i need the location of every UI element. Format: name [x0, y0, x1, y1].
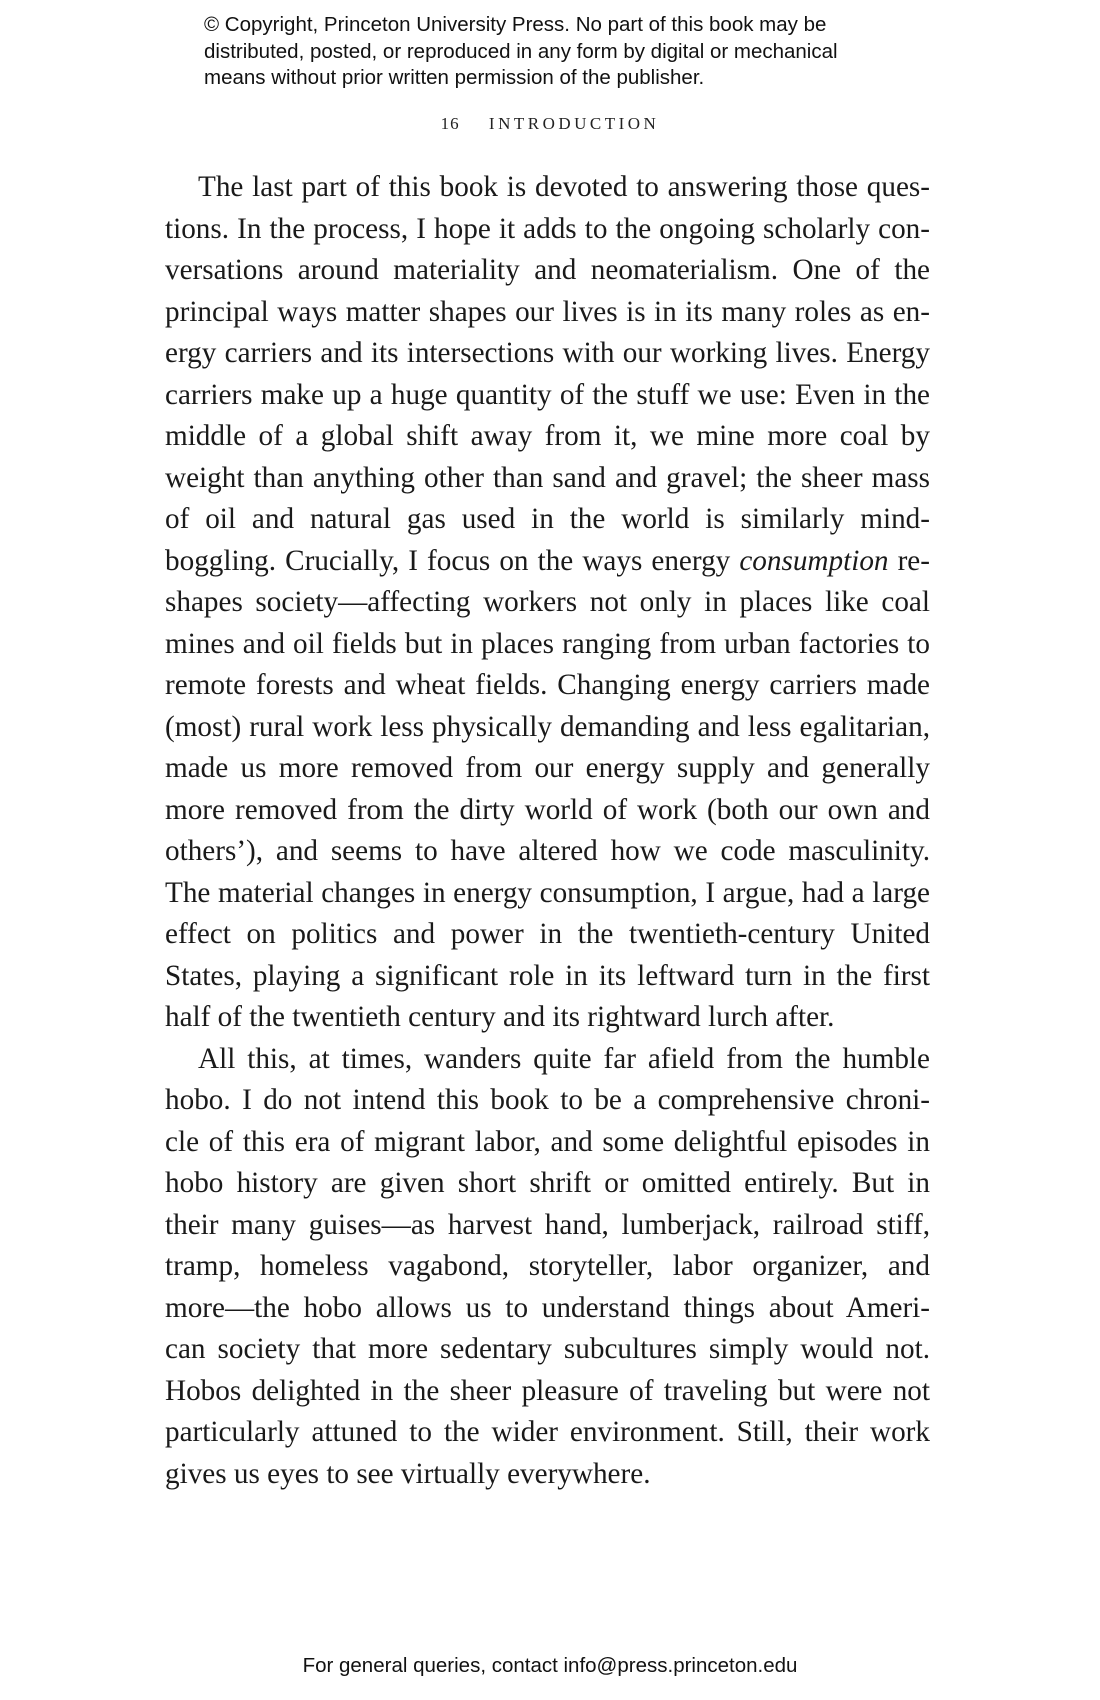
text-line: versations around materiality and neomaterialism. One of the	[165, 254, 930, 286]
text-line: The material changes in energy consumption, I argue, had a large	[165, 876, 930, 909]
text-line: hobo. I do not intend this book to be a comprehensive chroni-	[165, 1084, 930, 1116]
text-line: middle of a global shift away from it, we mine more coal by	[165, 420, 930, 452]
text-line: The last part of this book is devoted to answering those ques-	[198, 171, 930, 203]
copyright-line: means without prior written permission of the publisher.	[204, 66, 705, 89]
text-line: half of the twentieth century and its rightward lurch after.	[165, 1001, 835, 1033]
text-line: particularly attuned to the wider environment. Still, their work	[165, 1416, 930, 1448]
text-line: weight than anything other than sand and gravel; the sheer mass	[165, 461, 930, 494]
text-line: more removed from the dirty world of work (both our own and	[165, 793, 930, 826]
text-line: ergy carriers and its intersections with our working lives. Energy	[165, 337, 930, 369]
text-line: tions. In the process, I hope it adds to the ongoing scholarly con-	[165, 212, 930, 245]
text-line: cle of this era of migrant labor, and some delightful episodes in	[165, 1125, 930, 1158]
text-line: gives us eyes to see virtually everywhere.	[165, 1457, 651, 1490]
text-line: (most) rural work less physically demanding and less egalitarian,	[165, 710, 930, 743]
text-line: remote forests and wheat fields. Changing energy carriers made	[165, 669, 930, 701]
text-segment: boggling. Crucially, I focus on the ways energy	[165, 544, 740, 577]
text-line: others’), and seems to have altered how we code masculinity.	[165, 835, 930, 867]
text-line: made us more removed from our energy supply and generally	[165, 752, 930, 784]
footer-contact: For general queries, contact info@press.princeton.edu	[302, 1654, 798, 1677]
text-line: shapes society—affecting workers not only in places like coal	[165, 586, 930, 618]
text-line-with-emphasis	[165, 541, 930, 583]
text-line: effect on politics and power in the twentieth-century United	[165, 918, 930, 950]
copyright-line: distributed, posted, or reproduced in any form by digital or mechanical	[204, 39, 838, 63]
text-line: their many guises—as harvest hand, lumberjack, railroad stiff,	[165, 1208, 930, 1241]
copyright-line: © Copyright, Princeton University Press. No part of this book may be	[204, 13, 827, 36]
text-line: tramp, homeless vagabond, storyteller, labor organizer, and	[165, 1250, 930, 1282]
paragraph-2	[165, 1039, 930, 1496]
text-line: States, playing a significant role in its leftward turn in the first	[165, 959, 930, 992]
copyright-notice	[204, 12, 964, 92]
text-line: hobo history are given short shrift or omitted entirely. But in	[165, 1167, 930, 1199]
text-line: mines and oil fields but in places ranging from urban factories to	[165, 627, 930, 660]
emphasized-word: consumption	[739, 544, 889, 577]
text-line: carriers make up a huge quantity of the stuff we use: Even in the	[165, 378, 930, 411]
text-line: All this, at times, wanders quite far afield from the humble	[198, 1042, 930, 1075]
running-head	[0, 114, 1100, 134]
text-line: principal ways matter shapes our lives is in its many roles as en-	[165, 295, 930, 328]
text-segment: re-	[888, 544, 930, 577]
text-line: Hobos delighted in the sheer pleasure of traveling but were not	[165, 1374, 930, 1407]
paragraph-1	[165, 167, 930, 1039]
page-number: 16	[440, 114, 460, 133]
text-line: can society that more sedentary subcultures simply would not.	[165, 1333, 930, 1365]
text-line: of oil and natural gas used in the world is similarly mind-	[165, 503, 930, 535]
body-text	[165, 167, 930, 1495]
text-line: more—the hobo allows us to understand things about Ameri-	[165, 1291, 930, 1324]
chapter-title: INTRODUCTION	[488, 114, 660, 133]
